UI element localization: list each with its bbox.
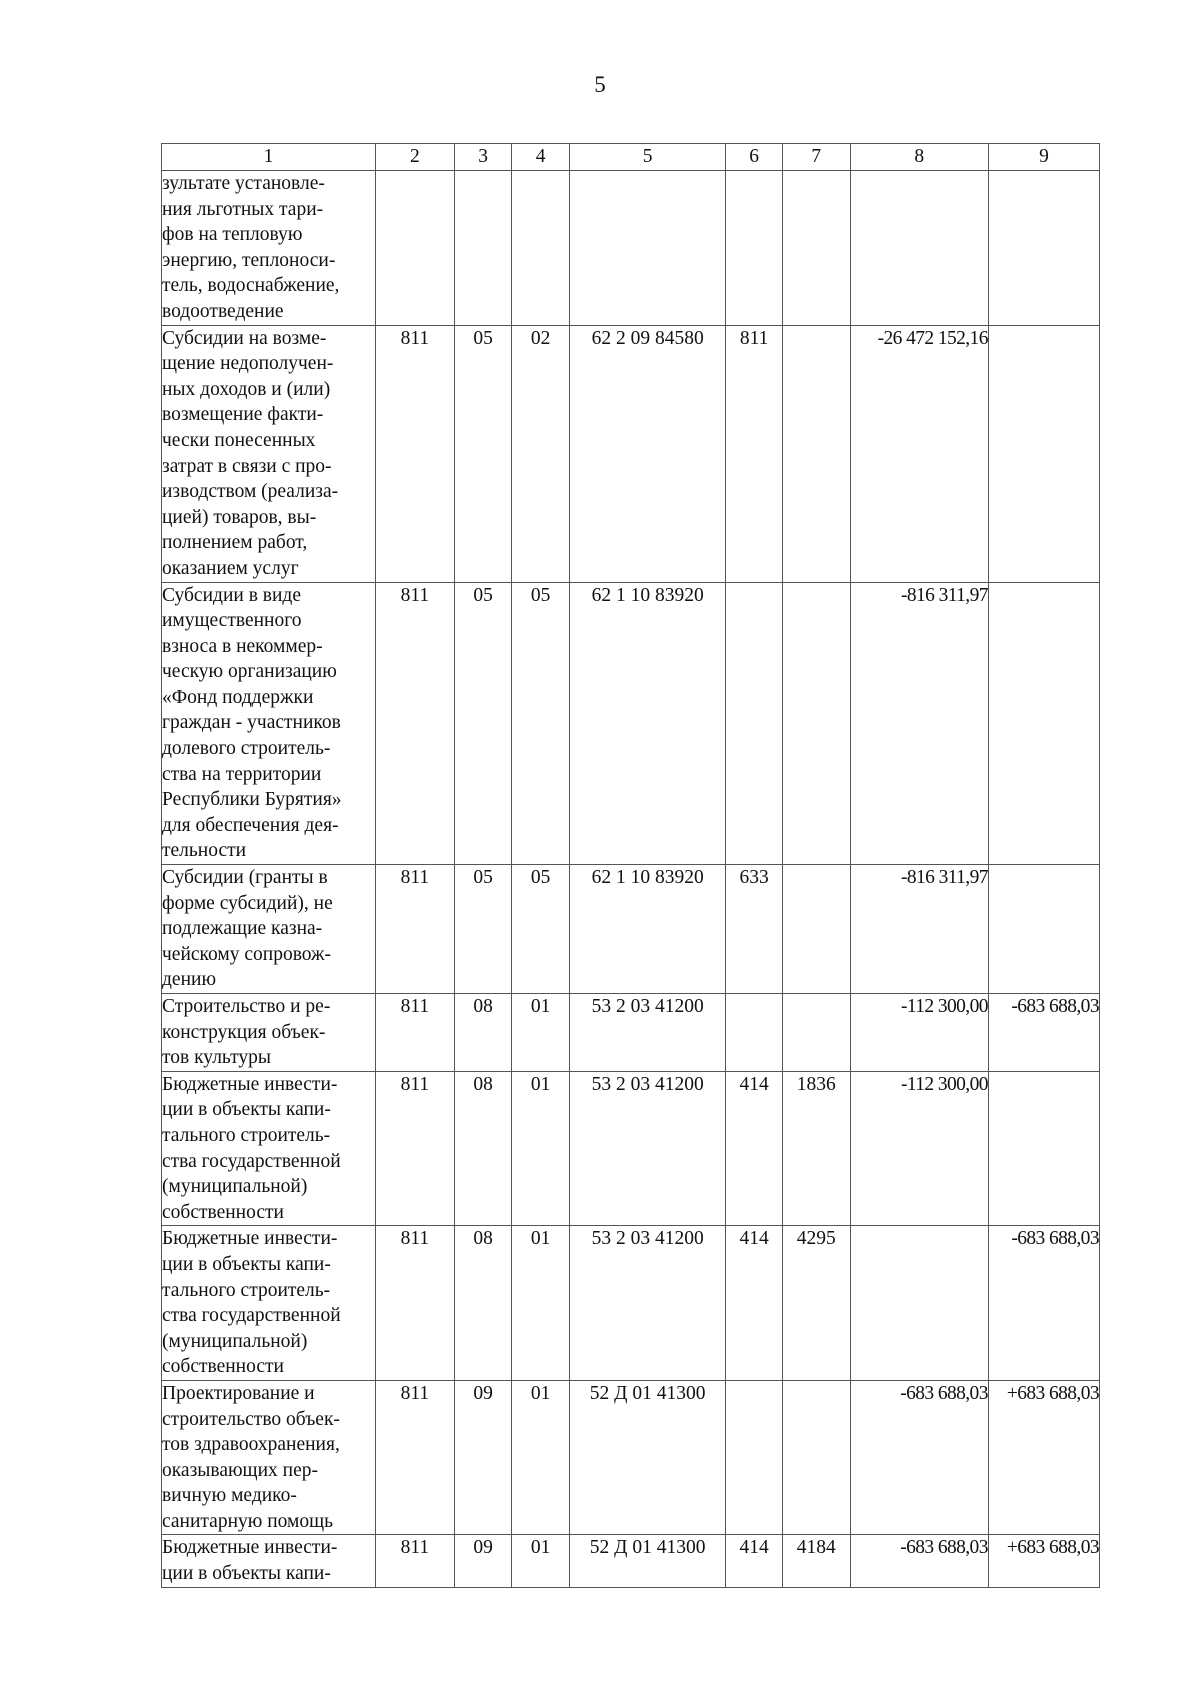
table-row <box>162 325 1100 582</box>
section-cell: 09 <box>454 1535 512 1587</box>
amount-cell <box>988 582 1099 865</box>
subsection-cell: 01 <box>512 1380 570 1535</box>
admin-code-cell: 811 <box>376 1380 455 1535</box>
subsection-cell: 05 <box>512 865 570 994</box>
subsection-cell: 01 <box>512 1535 570 1587</box>
column-header: 3 <box>454 144 512 171</box>
column-header: 1 <box>162 144 376 171</box>
section-cell: 08 <box>454 994 512 1072</box>
code-cell <box>782 865 850 994</box>
subsection-cell: 01 <box>512 1071 570 1226</box>
code-cell: 4295 <box>782 1226 850 1381</box>
amount-cell: -683 688,03 <box>850 1535 988 1587</box>
section-cell: 09 <box>454 1380 512 1535</box>
code-cell: 4184 <box>782 1535 850 1587</box>
table-row <box>162 865 1100 994</box>
expense-type-cell <box>726 582 783 865</box>
target-article-cell: 62 1 10 83920 <box>569 865 726 994</box>
column-header: 4 <box>512 144 570 171</box>
expense-type-cell <box>726 1380 783 1535</box>
expense-type-cell <box>726 171 783 326</box>
budget-table <box>161 143 1100 1588</box>
table-row <box>162 1535 1100 1587</box>
target-article-cell: 62 2 09 84580 <box>569 325 726 582</box>
amount-cell: -816 311,97 <box>850 582 988 865</box>
code-cell <box>782 171 850 326</box>
amount-cell <box>850 171 988 326</box>
amount-cell <box>988 325 1099 582</box>
row-name-cell: Субсидии на возме- щение недополучен- ных доходов и (или) возмещение факти- чески понесенных затрат в связи с про- изводством (реализа- цией) товаров, вы- полнением работ, оказанием услуг <box>162 325 376 582</box>
admin-code-cell: 811 <box>376 1226 455 1381</box>
target-article-cell: 62 1 10 83920 <box>569 582 726 865</box>
section-cell: 05 <box>454 582 512 865</box>
admin-code-cell: 811 <box>376 325 455 582</box>
table-row <box>162 171 1100 326</box>
column-header: 8 <box>850 144 988 171</box>
column-header: 5 <box>569 144 726 171</box>
target-article-cell <box>569 171 726 326</box>
section-cell <box>454 171 512 326</box>
amount-cell: -683 688,03 <box>850 1380 988 1535</box>
code-cell: 1836 <box>782 1071 850 1226</box>
expense-type-cell: 414 <box>726 1226 783 1381</box>
target-article-cell: 53 2 03 41200 <box>569 1226 726 1381</box>
subsection-cell: 01 <box>512 994 570 1072</box>
table-row <box>162 582 1100 865</box>
amount-cell <box>988 171 1099 326</box>
column-header: 9 <box>988 144 1099 171</box>
row-name-cell: Бюджетные инвести- ции в объекты капи- <box>162 1535 376 1587</box>
amount-cell: -816 311,97 <box>850 865 988 994</box>
expense-type-cell: 414 <box>726 1071 783 1226</box>
row-name-cell: зультате установле- ния льготных тари- фов на тепловую энергию, теплоноси- тель, водоснабжение, водоотведение <box>162 171 376 326</box>
column-header: 6 <box>726 144 783 171</box>
code-cell <box>782 325 850 582</box>
code-cell <box>782 994 850 1072</box>
row-name-cell: Субсидии (гранты в форме субсидий), не подлежащие казна- чейскому сопровож- дению <box>162 865 376 994</box>
subsection-cell: 05 <box>512 582 570 865</box>
expense-type-cell <box>726 994 783 1072</box>
admin-code-cell: 811 <box>376 1535 455 1587</box>
admin-code-cell: 811 <box>376 994 455 1072</box>
section-cell: 08 <box>454 1071 512 1226</box>
amount-cell: -26 472 152,16 <box>850 325 988 582</box>
row-name-cell: Бюджетные инвести- ции в объекты капи- тального строитель- ства государственной (муниципальной) собственности <box>162 1071 376 1226</box>
amount-cell <box>850 1226 988 1381</box>
amount-cell: -683 688,03 <box>988 994 1099 1072</box>
row-name-cell: Бюджетные инвести- ции в объекты капи- тального строитель- ства государственной (муниципальной) собственности <box>162 1226 376 1381</box>
target-article-cell: 53 2 03 41200 <box>569 994 726 1072</box>
column-header: 7 <box>782 144 850 171</box>
amount-cell: +683 688,03 <box>988 1535 1099 1587</box>
admin-code-cell: 811 <box>376 865 455 994</box>
table-row <box>162 1071 1100 1226</box>
table-row <box>162 1380 1100 1535</box>
section-cell: 05 <box>454 865 512 994</box>
admin-code-cell <box>376 171 455 326</box>
table-row <box>162 1226 1100 1381</box>
code-cell <box>782 582 850 865</box>
amount-cell: +683 688,03 <box>988 1380 1099 1535</box>
row-name-cell: Проектирование и строительство объек- тов здравоохранения, оказывающих пер- вичную медико- санитарную помощь <box>162 1380 376 1535</box>
expense-type-cell: 811 <box>726 325 783 582</box>
expense-type-cell: 414 <box>726 1535 783 1587</box>
target-article-cell: 52 Д 01 41300 <box>569 1535 726 1587</box>
subsection-cell: 02 <box>512 325 570 582</box>
section-cell: 05 <box>454 325 512 582</box>
code-cell <box>782 1380 850 1535</box>
table-row <box>162 994 1100 1072</box>
section-cell: 08 <box>454 1226 512 1381</box>
admin-code-cell: 811 <box>376 1071 455 1226</box>
amount-cell: -683 688,03 <box>988 1226 1099 1381</box>
page-number: 5 <box>594 72 606 97</box>
amount-cell: -112 300,00 <box>850 994 988 1072</box>
header-row <box>162 144 1100 171</box>
row-name-cell: Субсидии в виде имущественного взноса в некоммер- ческую организацию «Фонд поддержки граждан - участников долевого строитель- ства на территории Республики Бурятия» для обеспечения дея- тельности <box>162 582 376 865</box>
column-header: 2 <box>376 144 455 171</box>
target-article-cell: 52 Д 01 41300 <box>569 1380 726 1535</box>
expense-type-cell: 633 <box>726 865 783 994</box>
admin-code-cell: 811 <box>376 582 455 865</box>
target-article-cell: 53 2 03 41200 <box>569 1071 726 1226</box>
subsection-cell: 01 <box>512 1226 570 1381</box>
amount-cell <box>988 865 1099 994</box>
amount-cell <box>988 1071 1099 1226</box>
row-name-cell: Строительство и ре- конструкция объек- тов культуры <box>162 994 376 1072</box>
subsection-cell <box>512 171 570 326</box>
amount-cell: -112 300,00 <box>850 1071 988 1226</box>
